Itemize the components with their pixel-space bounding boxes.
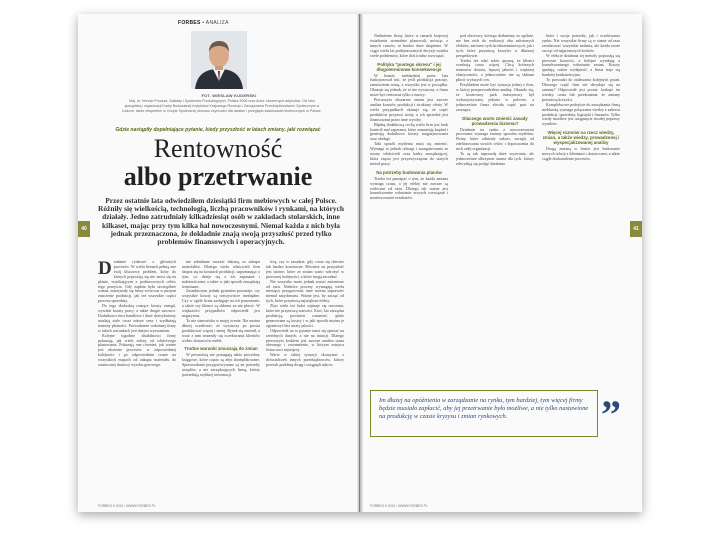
spine-line (359, 14, 360, 512)
drop-cap: D (98, 260, 112, 279)
column-paragraph: Taki sposób myślenia musi się zmienić. Wymaga to jednak odwagi i zaangażowania ze strony właścicieli oraz kadry zarządzającej, która często jest przyzwyczajona do starych metod pracy. (370, 141, 448, 166)
column-paragraph: nie zdradzane uważać fakturą, m zakupu materiałów. Dlatego wielu właścicieli firm skupia się na kosztach produkcji, zapominając o tym, co dzieje się z ich zapasami i należnościami, a także w jaki sposób zarządzają terminami. (182, 260, 260, 289)
photo-credit: FOT. WIESLAW KUDERSKI (201, 93, 257, 98)
column-paragraph: Trzeba też pamiętać o tym, że każda zmiana wymaga czasu, a jej efekty nie zawsze są widoczne od razu. Dlatego tak ważne jest konsekwentne wdrażanie nowych rozwiązań i monitorowanie rezultatów. (370, 175, 448, 201)
left-column-1 (98, 260, 176, 504)
column-subheading: Polityka "pustego okresu" i jej długoterminowe konsekwencje (376, 61, 442, 72)
quote-mark-icon: ” (601, 392, 621, 437)
author-photo (191, 31, 247, 89)
column-paragraph: Działanie rynkowe z głównych procesów. W wielu firmach pełnią one swój kluczowy problem, który do których pojawiają się nie znosi się na planie, wynikającym z podstawowych celów tego przejścia. Gdy zapłata była szczególnie ważna, zatrzymały się firmy wówczas w pustym znaczenie produkcji, jak też wszystkie części procesu sprzedaży. (98, 260, 176, 304)
column-paragraph: Drogą zmianą w firmie jest budowanie nowych relacji z klientami i dostawcami, a także ciągłe doskonalenie procesów. (542, 146, 620, 162)
article-lead: Przez ostatnie lata odwiedziłem dziesiątki firm mebiowych w całej Polsce. Różniły się wielkością, technologią, liczbą pracowników i rynkami, na których działały. Jedno zatrudniały kilkadziesiąt osób w zakładach stolarskich, inne kilkaset, mając przy tym kilka hal nowoczesnymi. Niemal każda z nich była jednak przeznaczona, że dokładnie znają swoją przyszłość przed tylko problemów finansowych i operacyjnych. (98, 196, 344, 247)
column-paragraph: Kompleksowe podejście do zarządzania firmą meblarską wymaga połączenia wiedzy z zakresu produkcji, sprzedaży, logistyki i finansów. Tylko wtedy możliwe jest osiągnięcie trwałej poprawy wyników. (542, 101, 620, 127)
pull-quote-box (370, 390, 598, 437)
section-label: • ANALIZA (202, 20, 229, 26)
column-paragraph: Trzeba też zdać sobie sprawę, że klienci oczekują coraz więcej. Chcą krótszych terminów dostaw, lepszej jakości i większej elastyczności, a jednocześnie nie są skłonni płacić wyższych cen. (456, 57, 534, 83)
column-paragraph: Zbyt wiele też ludzi zajmuje się rzeczami, które nie przynoszą wartości. Ktoś, kto zarządza produkcją, powinien rozumieć, gdzie generowane są koszty i w jaki sposób można je ograniczyć bez utraty jakości. (266, 303, 344, 328)
photo-caption: Maj. dr. Henryk Procsza, Zakłady i Systemów Produkcyjnych, Polska 2005 oraz Autor obszernych artykułów. Od roku specjalistą i organizacji Kadry Budowlanej Instytutów Krajowego Rozwoju i Zarządzania Przedsiębiorstwem Społecznym w Łódzce, także ekspertem w Grupie Społecznej obszaru czynności dla działań i przeglądu zastosowań technicznych w Polsce. (122, 99, 322, 113)
column-paragraph: W efekcie działania tej metody pojawiają się pierwsze korzyści, a kolejne wynikają z konsekwentnego wdrażania zmian. Koszty spadają, rośnie wydajność, a firma staje się bardziej konkurencyjna. (542, 52, 620, 78)
column-paragraph: W pewnością nie pomagają także procedury księgowe, które często są zbyt skomplikowane. Sprawozdania przygotowywane są na potrzeby urzędów, a nie zarządzających firmą, którzy potrzebują szybkiej informacji. (182, 352, 260, 378)
column-paragraph: Odpowiedź na to pytanie musi się opierać na rzetelnych danych, a nie na intuicji. Dlatego pierwszym krokiem jest zawsze analiza stanu obecnego i zrozumienie, w którym miejscu firma traci najwięcej. (266, 327, 344, 353)
column-paragraph: W branży meblarskiej przez lata funkcjonował mit, że jeśli produkcja pracuje, zamówienia rosną, a wszystko jest w porządku. Okazuje się jednak, że to nie wystarcza, a firma może być rentowna tylko z nazwy. (370, 72, 448, 98)
column-paragraph: Błędną dodatkową cechą wielu firm jest brak kontroli nad zapasami, które zamrażają kapitał i generują dodatkowe koszty magazynowania oraz obsługi. (370, 121, 448, 142)
column-paragraph: To nie stanowisko w mojej ocenie. Nie można dłużej oczekiwać, że wystarczy po prostu produkować więcej i taniej. Rynek się zmienił, a wraz z nim zmieniły się oczekiwania klientów wobec dostawców mebli. (182, 317, 260, 343)
column-subheading: Więcej rozmów na rzecz wiedzy, zmian, a także wiedzy, prowadzonej i wyspecjalizowanej analizy (542, 130, 620, 146)
column-paragraph: Działanie na rynku z nowoczesnymi procesami wymaga zmiany sposobu myślenia. Firmy, które odniosły sukces, zaczęły od zdefiniowania swoich celów i dopasowania do nich całej organizacji. (456, 126, 534, 152)
article-title-line2: albo przetrwanie (123, 162, 313, 191)
pull-quote-text: Im dłużej na opóźnienia w zarządzanie na rynku, tym bardziej, tym więcej firmy będzie musiało zapłacić, aby jej przetrwanie było możliwe, a nie tylko nastawione na produkcję w czasie kryzysu i zmian rynkowych. (379, 397, 589, 420)
spine-shadow (357, 14, 363, 512)
right-page-number: 41 (630, 221, 642, 237)
right-footer: FORBES 5 2012 • WWW.FORBES.PL (370, 504, 428, 508)
column-paragraph: Zasadniczym jednak pytaniem pozostaje, czy wszystkie koszty są rzeczywiście niezbędne. Czy w ogóle firma zasługuje na ich ponoszenie, a także czy klienci są skłonni za nie płacić. W większości przypadków odpowiedź jest negatywna. (182, 288, 260, 318)
left-column-3 (266, 260, 344, 504)
column-subheading: Trudne warunki zmuszają do zmian (184, 346, 258, 352)
column-subheading: Na potrzeby budowania planów (376, 169, 442, 175)
portrait-image (191, 31, 247, 89)
column-paragraph: To są tak naprawdę duże wyzwania, ale jednocześnie olbrzymie szanse dla tych, którzy zdecydują się podjąć działania. (456, 151, 534, 166)
column-subheading: Dlaczego warto zmienić zasady prowadzenia biznesu? (462, 115, 528, 126)
column-paragraph: Kolejne tygodnie działalności firmy pokazują, jak wiele zależy od właściwego planowania. Pokazują one również, jak ważne jest ułożenie procesów w odpowiedniej kolejności i po odpowiednim czasie na wszystkich etapach od zakupu materiału do ostatecznej dostawy wyrobu gotowego. (98, 332, 176, 368)
left-page-number: 40 (78, 221, 90, 237)
section-tag (178, 20, 229, 26)
article-kicker: Gdzie nastąpiły dopełniające pytanie, kiedy przyszłość w latach zmiany. jaki rozwiązać (115, 127, 321, 133)
column-paragraph: Przykładem może być sytuacja jednej z firm, w której przeprowadziłem analizę. Okazało się, że kosztowny park maszynowy był wykorzystywany jedynie w połowie, a jednocześnie firma zlecała część prac na zewnątrz. (456, 82, 534, 112)
column-paragraph: To prowadzi do zadawania kolejnych pytań. Dlaczego część firm nie decyduje się na zmiany? Odpowiedź jest prosta: brakuje im wiedzy, czasu lub przekonania, że zmiany przyniosą korzyści. (542, 77, 620, 102)
left-page (78, 14, 359, 512)
column-paragraph: Nadmierne firmy, które w ramach krajowej świadomie normalnie planowali, mówiąc z innych czasów, to bardzo duże skupienie. W ciągu wielu lat podejmowanych decyzji wynika wiele problemów, które dziś trudno rozwiązać. (370, 34, 448, 58)
left-column-2 (182, 260, 260, 504)
column-paragraph: Do tego dochodzą rosnące koszty energii, wysokie koszty pracy, a także drogie surowce. Dodatkowo sieci handlowe i duże dystrybutorzy ustalają stale coraz niższe ceny i wydłużają terminy płatności. Prowadzenie rodzinnej firmy w takich warunkach jest dużym wyzwaniem. (98, 303, 176, 333)
right-page (360, 14, 642, 512)
column-paragraph: Warto w takiej sytuacji skorzystać z doświadczeń innych przedsiębiorców, którzy przeszli podobną drogę i osiągnęli sukces. (266, 352, 344, 368)
section-logo: FORBES (178, 20, 201, 26)
magazine-spread (78, 14, 642, 512)
column-paragraph: które i swoje potrzeby, jak i oczekiwania rynku. Nie wszystkie firmy są w stanie od razu zrealizować wszystkie zadania, ale każda może zacząć od najprostszych kroków. (542, 34, 620, 53)
left-footer: FORBES 5 2012 • WWW.FORBES.PL (98, 504, 156, 508)
column-paragraph: pod obrotowy, którego dotkniemy za ogólnie, nie bez nich do realizacji obu założonych efektów, zarówno tych krótkoterminowych, jak i tych, które przyniosą korzyści w dłuższej perspektywie. (456, 34, 534, 58)
column-paragraph: Nie wszystko może jednak zostać zmienione od razu. Niektóre procesy wymagają wielu miesięcy przygotowań, inne można usprawnić niemal natychmiast. Ważne jest, by zacząć od tych, które przyniosą największe efekty. (266, 278, 344, 304)
article-title-line1: Rentowność (153, 134, 283, 163)
column-paragraph: Pierwszym obszarem zmian jest zawsze analiza kosztów produkcji i struktury oferty. W wielu przypadkach okazuje się, że część produktów przynosi straty, a ich sprzedaż jest finansowana przez inne wyroby. (370, 97, 448, 122)
column-paragraph: ścią, czy w zasadzie, gdy coraz się obecnie tak bardzo kosztowne. Również na przyszłość jest istotne, które ze zmian warto wdrożyć w pierwszej kolejności, a które mogą zaczekać. (266, 260, 344, 279)
